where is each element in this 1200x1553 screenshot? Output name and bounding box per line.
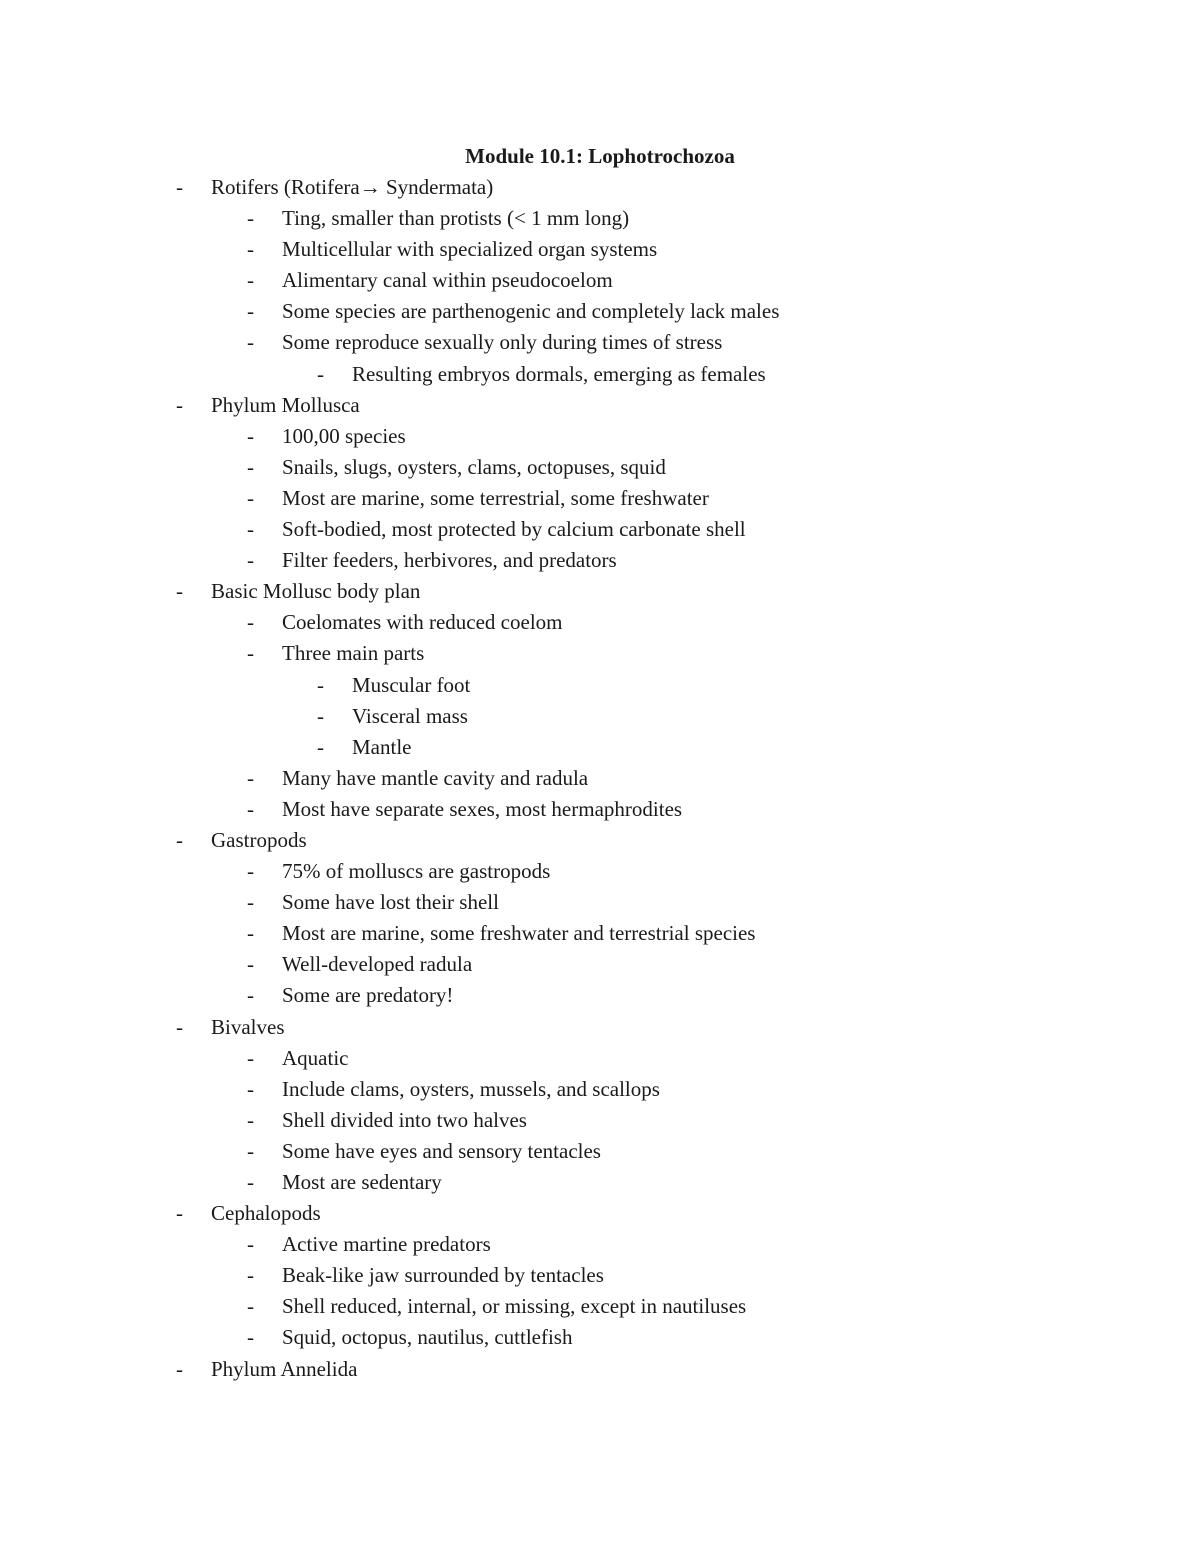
bullet-dash: - — [247, 983, 254, 1008]
outline-text: Beak-like jaw surrounded by tentacles — [282, 1263, 604, 1288]
outline-item — [0, 421, 1200, 452]
outline-text: Many have mantle cavity and radula — [282, 765, 589, 790]
outline-text: Some species are parthenogenic and completely lack males — [282, 299, 780, 324]
outline-subitem — [0, 701, 1200, 732]
outline-item — [0, 949, 1200, 980]
bullet-dash: - — [247, 641, 254, 666]
outline-item — [0, 327, 1200, 358]
outline-text: Active martine predators — [282, 1232, 491, 1257]
bullet-dash: - — [247, 765, 254, 790]
outline-item — [0, 1043, 1200, 1074]
outline-text: Bivalves — [211, 1014, 285, 1039]
outline-text: Phylum Mollusca — [211, 392, 360, 417]
outline-text: Some are predatory! — [282, 983, 454, 1008]
outline-item — [0, 483, 1200, 514]
outline-text: Alimentary canal within pseudocoelom — [282, 268, 613, 293]
bullet-dash: - — [176, 1014, 183, 1039]
outline-text: Some have eyes and sensory tentacles — [282, 1138, 601, 1163]
outline-text: Snails, slugs, oysters, clams, octopuses, squid — [282, 454, 666, 479]
outline-item — [0, 265, 1200, 296]
outline-text: Most have separate sexes, most hermaphrodites — [282, 796, 683, 821]
outline-text: Most are sedentary — [282, 1170, 442, 1194]
outline-text: Soft-bodied, most protected by calcium carbonate shell — [282, 517, 746, 542]
outline-item — [0, 1074, 1200, 1105]
notes-outline — [0, 172, 1200, 1385]
outline-text: Resulting embryos dormals, emerging as females — [352, 361, 766, 386]
bullet-dash: - — [247, 796, 254, 821]
outline-heading — [0, 390, 1200, 421]
outline-text: 100,00 species — [282, 423, 406, 448]
bullet-dash: - — [247, 1325, 254, 1350]
outline-text: Phylum Annelida — [211, 1356, 358, 1381]
outline-item — [0, 856, 1200, 887]
outline-text: Squid, octopus, nautilus, cuttlefish — [282, 1325, 573, 1350]
bullet-dash: - — [247, 1170, 254, 1194]
outline-text: Mantle — [352, 734, 412, 759]
outline-text: Include clams, oysters, mussels, and scallops — [282, 1076, 660, 1101]
bullet-dash: - — [247, 890, 254, 915]
outline-text: Three main parts — [282, 641, 425, 666]
outline-subitem — [0, 732, 1200, 763]
outline-item — [0, 794, 1200, 825]
bullet-dash: - — [176, 175, 183, 199]
outline-item — [0, 1322, 1200, 1353]
bullet-dash: - — [247, 299, 254, 324]
outline-subitem — [0, 670, 1200, 701]
document-title: Module 10.1: Lophotrochozoa — [465, 144, 735, 168]
outline-item — [0, 763, 1200, 794]
outline-heading — [0, 1012, 1200, 1043]
outline-item — [0, 1229, 1200, 1260]
bullet-dash: - — [176, 1356, 183, 1381]
outline-item — [0, 1105, 1200, 1136]
outline-text: Muscular foot — [352, 672, 471, 697]
outline-item — [0, 296, 1200, 327]
bullet-dash: - — [247, 485, 254, 510]
outline-item — [0, 887, 1200, 918]
bullet-dash: - — [247, 859, 254, 884]
outline-text: Visceral mass — [352, 703, 468, 728]
bullet-dash: - — [247, 454, 254, 479]
outline-text: Filter feeders, herbivores, and predators — [282, 548, 617, 573]
bullet-dash: - — [247, 1138, 254, 1163]
outline-text: Gastropods — [211, 827, 307, 852]
outline-item — [0, 1260, 1200, 1291]
bullet-dash: - — [317, 734, 324, 759]
outline-item — [0, 1167, 1200, 1198]
bullet-dash: - — [247, 206, 254, 231]
bullet-dash: - — [317, 703, 324, 728]
outline-text: Cephalopods — [211, 1201, 321, 1226]
outline-text: Multicellular with specialized organ systems — [282, 237, 658, 262]
bullet-dash: - — [247, 610, 254, 635]
outline-item — [0, 452, 1200, 483]
bullet-dash: - — [247, 1232, 254, 1257]
bullet-dash: - — [317, 361, 324, 386]
outline-item — [0, 918, 1200, 949]
outline-text: Ting, smaller than protists (< 1 mm long) — [282, 206, 630, 231]
outline-text: Basic Mollusc body plan — [211, 579, 421, 604]
bullet-dash: - — [176, 579, 183, 604]
outline-item — [0, 1291, 1200, 1322]
outline-text: Rotifers (Rotifera→ Syndermata) — [211, 175, 494, 199]
outline-heading — [0, 576, 1200, 607]
bullet-dash: - — [247, 952, 254, 977]
outline-heading — [0, 172, 1200, 203]
bullet-dash: - — [176, 1201, 183, 1226]
outline-text: Shell reduced, internal, or missing, except in nautiluses — [282, 1294, 747, 1319]
bullet-dash: - — [247, 548, 254, 573]
bullet-dash: - — [247, 423, 254, 448]
outline-item — [0, 545, 1200, 576]
outline-text: Well-developed radula — [282, 952, 473, 977]
bullet-dash: - — [317, 672, 324, 697]
outline-item — [0, 1136, 1200, 1167]
bullet-dash: - — [176, 392, 183, 417]
bullet-dash: - — [247, 268, 254, 293]
outline-text: Most are marine, some freshwater and terrestrial species — [282, 921, 756, 946]
outline-text: 75% of molluscs are gastropods — [282, 859, 551, 884]
outline-text: Some reproduce sexually only during times of stress — [282, 330, 723, 355]
bullet-dash: - — [247, 1107, 254, 1132]
outline-text: Coelomates with reduced coelom — [282, 610, 563, 635]
bullet-dash: - — [247, 921, 254, 946]
bullet-dash: - — [247, 237, 254, 262]
outline-item — [0, 607, 1200, 638]
outline-item — [0, 203, 1200, 234]
outline-heading — [0, 825, 1200, 856]
bullet-dash: - — [176, 827, 183, 852]
outline-item — [0, 234, 1200, 265]
outline-item — [0, 514, 1200, 545]
outline-text: Shell divided into two halves — [282, 1107, 527, 1132]
bullet-dash: - — [247, 1294, 254, 1319]
outline-item — [0, 638, 1200, 669]
bullet-dash: - — [247, 330, 254, 355]
outline-heading — [0, 1354, 1200, 1385]
bullet-dash: - — [247, 1045, 254, 1070]
outline-item — [0, 980, 1200, 1011]
outline-subitem — [0, 359, 1200, 390]
bullet-dash: - — [247, 517, 254, 542]
outline-text: Some have lost their shell — [282, 890, 499, 915]
outline-text: Aquatic — [282, 1045, 349, 1070]
bullet-dash: - — [247, 1076, 254, 1101]
outline-text: Most are marine, some terrestrial, some freshwater — [282, 485, 709, 510]
bullet-dash: - — [247, 1263, 254, 1288]
outline-heading — [0, 1198, 1200, 1229]
